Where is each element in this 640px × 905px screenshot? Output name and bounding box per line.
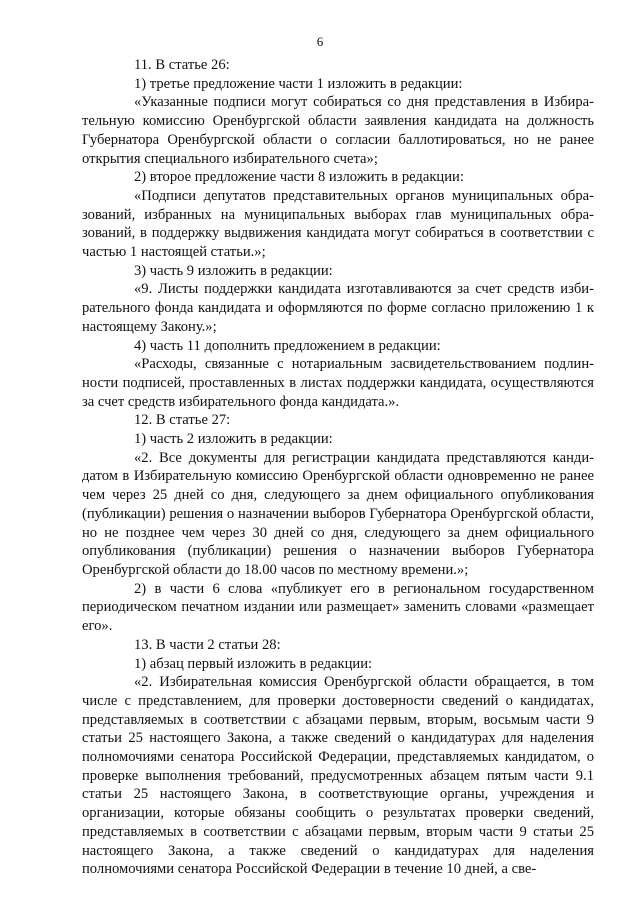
paragraph-subitem-1: 1) абзац первый изложить в редакции:: [134, 655, 373, 672]
page-number: 6: [316, 34, 324, 49]
paragraph-subitem-1: 1) часть 2 изложить в редакции:: [134, 431, 333, 448]
paragraph-quote: «9. Листы поддержки кандидата изготавливаются за счет средств избирательного фонда кандидата и оформляются по форме согласно приложению 1 к настоящему Закону.»;: [82, 281, 594, 335]
paragraph-subitem-2: 2) в части 6 слова «публикует его в региональном государственном периодическом печатном издании или размещает» заменить словами «размещает его».: [82, 580, 594, 635]
paragraph-quote: «Указанные подписи могут собираться со дня представления в Избирательную комиссию Оренбургской области заявления кандидата на должность Губернатора Оренбургской области о согласии баллотироваться, но не ранее открытия специального избирательного счета»;: [82, 94, 594, 167]
paragraph-item-12-heading: 12. В статье 27:: [134, 412, 231, 429]
document-body: [82, 56, 594, 879]
paragraph-subitem-4: 4) часть 11 дополнить предложением в редакции:: [134, 337, 441, 354]
paragraph-subitem-1: 1) третье предложение части 1 изложить в редакции:: [134, 75, 463, 92]
paragraph-quote: «2. Все документы для регистрации кандидата представляются кандидатом в Избирательную комиссию Оренбургской области одновременно не ранее чем через 25 дней со дня, следующего за днем официального опубликования (публикации) решения о назначении выборов Губернатора Оренбургской области, но не позднее чем через 30 дней со дня, следующего за днем официального опубликования (публикации) решения о назначении выборов Губернатора Оренбургской области до 18.00 часов по местному времени.»;: [82, 449, 594, 578]
paragraph-subitem-3: 3) часть 9 изложить в редакции:: [134, 262, 333, 279]
paragraph-item-13-heading: 13. В части 2 статьи 28:: [134, 636, 281, 653]
paragraph-quote: «2. Избирательная комиссия Оренбургской области обращается, в том числе с представлением, для проверки достоверности сведений о кандидатах, представляемых в соответствии с абзацами первым, вторым, восьмым части 9 статьи 25 настоящего Закона, а также сведений о кандидатурах для наделения полномочиями сенатора Российской Федерации, представляемых кандидатом, о проверке выполнения требований, предусмотренных абзацем пятым части 9.1 статьи 25 настоящего Закона, в соответствующие органы, учреждения и организации, которые обязаны сообщить о результатах проверки сведений, представляемых в соответствии с абзацами первым, вторым части 9 статьи 25 настоящего Закона, а также сведений о кандидатурах для наделения полномочиями сенатора Российской Федерации в течение 10 дней, а све-: [82, 674, 594, 878]
paragraph-quote: «Расходы, связанные с нотариальным засвидетельствованием подлинности подписей, проставленных в листах поддержки кандидата, осуществляются за счет средств избирательного фонда кандидата.».: [82, 356, 594, 410]
paragraph-quote: «Подписи депутатов представительных органов муниципальных образований, избранных на муниципальных выборах глав муниципальных образований, в поддержку выдвижения кандидата могут собираться в соответствии с частью 1 настоящей статьи.»;: [82, 187, 594, 261]
paragraph-item-11-heading: 11. В статье 26:: [134, 57, 230, 73]
paragraph-subitem-2: 2) второе предложение части 8 изложить в редакции:: [134, 169, 464, 186]
